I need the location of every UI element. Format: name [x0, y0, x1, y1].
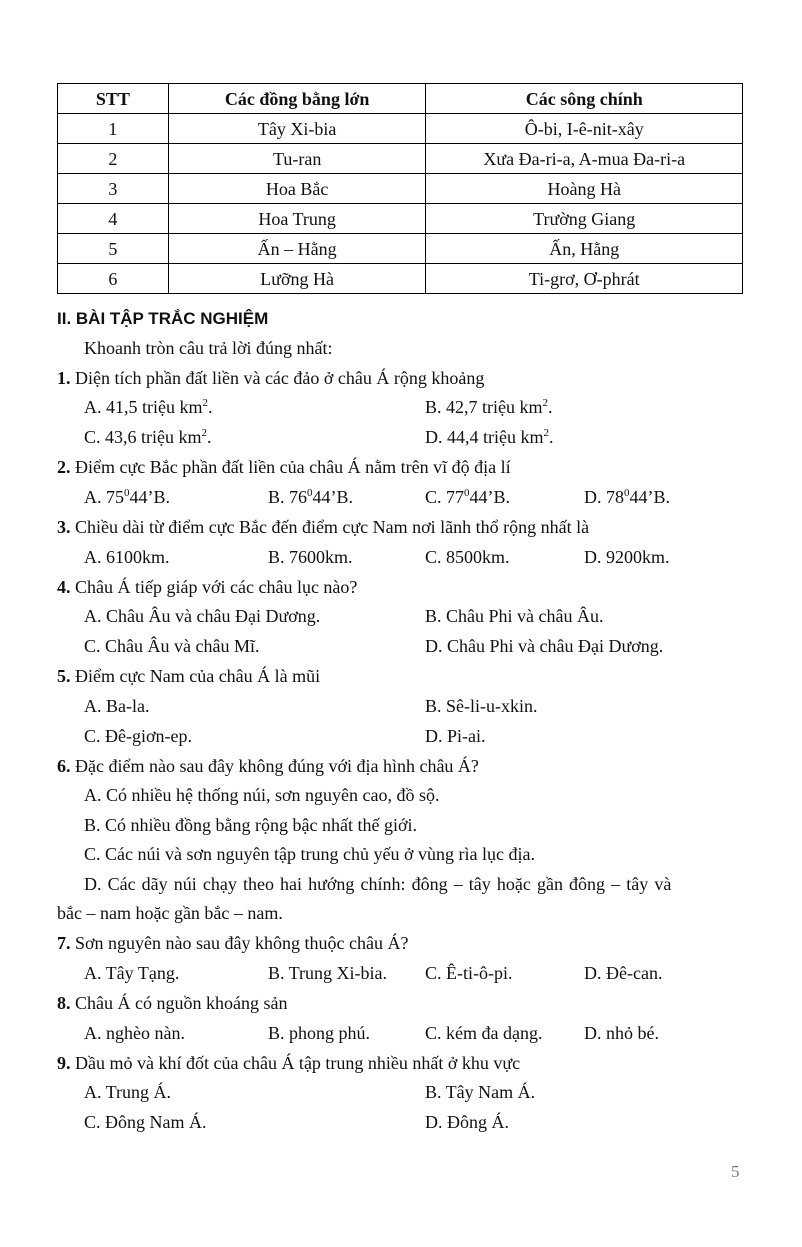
option-5a[interactable]: A. Ba-la. [84, 696, 150, 716]
table-row [58, 144, 743, 174]
option-text: D. 78 [584, 487, 624, 507]
cell-river: Ti-grơ, Ơ-phrát [426, 264, 743, 294]
option-tail: 44’B. [629, 487, 670, 507]
plains-rivers-table [57, 83, 743, 294]
option-text: C. 43,6 triệu km [84, 427, 202, 447]
option-2c[interactable] [425, 486, 510, 508]
cell-plain: Tây Xi-bia [168, 114, 426, 144]
cell-stt: 2 [58, 144, 169, 174]
cell-river: Ấn, Hằng [426, 234, 743, 264]
question-text: Đặc điểm nào sau đây không đúng với địa hình châu Á? [75, 756, 479, 776]
option-5b[interactable]: B. Sê-li-u-xkin. [425, 696, 538, 716]
option-4c[interactable]: C. Châu Âu và châu Mĩ. [84, 636, 260, 656]
option-1c[interactable] [84, 426, 212, 448]
superscript: 2 [201, 427, 207, 439]
option-3b[interactable]: B. 7600km. [268, 547, 353, 567]
option-6d[interactable]: D. Các dãy núi chạy theo hai hướng chính: đông – tây hoặc gần đông – tây và [84, 874, 672, 894]
question-text: Châu Á có nguồn khoáng sản [75, 993, 288, 1013]
question-number: 5. [57, 666, 71, 686]
option-8b[interactable]: B. phong phú. [268, 1023, 371, 1043]
option-6b[interactable]: B. Có nhiều đồng bằng rộng bậc nhất thế giới. [84, 815, 417, 835]
option-2b[interactable] [268, 486, 353, 508]
question-9 [57, 1052, 520, 1074]
question-4 [57, 576, 357, 598]
option-1d[interactable] [425, 426, 554, 448]
superscript: 2 [202, 397, 208, 409]
question-3 [57, 516, 589, 538]
option-6c[interactable]: C. Các núi và sơn nguyên tập trung chủ yếu ở vùng rìa lục địa. [84, 844, 535, 864]
option-text: B. 76 [268, 487, 308, 507]
question-text: Châu Á tiếp giáp với các châu lục nào? [75, 577, 358, 597]
cell-stt: 1 [58, 114, 169, 144]
option-5c[interactable]: C. Đê-giơn-ep. [84, 726, 192, 746]
question-number: 8. [57, 993, 71, 1013]
cell-plain: Ấn – Hằng [168, 234, 426, 264]
option-4a[interactable]: A. Châu Âu và châu Đại Dương. [84, 606, 321, 626]
option-3c[interactable]: C. 8500km. [425, 547, 510, 567]
option-8c[interactable]: C. kém đa dạng. [425, 1023, 543, 1043]
superscript: 0 [464, 487, 470, 499]
question-7 [57, 932, 408, 954]
option-7c[interactable]: C. Ê-ti-ô-pi. [425, 963, 513, 983]
question-5 [57, 665, 320, 687]
question-2 [57, 456, 511, 478]
question-text: Điểm cực Bắc phần đất liền của châu Á nằm trên vĩ độ địa lí [75, 457, 511, 477]
question-number: 2. [57, 457, 71, 477]
option-6a[interactable]: A. Có nhiều hệ thống núi, sơn nguyên cao, đồ sộ. [84, 785, 440, 805]
option-5d[interactable]: D. Pi-ai. [425, 726, 486, 746]
header-plains: Các đồng bằng lớn [168, 84, 426, 114]
question-text: Điểm cực Nam của châu Á là mũi [75, 666, 321, 686]
question-number: 1. [57, 368, 71, 388]
question-number: 6. [57, 756, 71, 776]
option-3d[interactable]: D. 9200km. [584, 547, 670, 567]
table-row [58, 264, 743, 294]
header-stt: STT [58, 84, 169, 114]
cell-plain: Hoa Trung [168, 204, 426, 234]
question-text: Sơn nguyên nào sau đây không thuộc châu Á? [75, 933, 409, 953]
question-number: 4. [57, 577, 71, 597]
superscript: 2 [542, 397, 548, 409]
table-header-row [58, 84, 743, 114]
cell-river: Xưa Đa-ri-a, A-mua Đa-ri-a [426, 144, 743, 174]
option-7d[interactable]: D. Đê-can. [584, 963, 663, 983]
table-row [58, 204, 743, 234]
option-7b[interactable]: B. Trung Xi-bia. [268, 963, 388, 983]
option-8a[interactable]: A. nghèo nàn. [84, 1023, 185, 1043]
option-tail: . [548, 397, 553, 417]
cell-river: Ô-bi, I-ê-nit-xây [426, 114, 743, 144]
question-number: 3. [57, 517, 71, 537]
option-1b[interactable] [425, 396, 553, 418]
superscript: 0 [307, 487, 313, 499]
question-text: Dầu mỏ và khí đốt của châu Á tập trung nhiều nhất ở khu vực [75, 1053, 521, 1073]
option-8d[interactable]: D. nhỏ bé. [584, 1023, 659, 1043]
option-9a[interactable]: A. Trung Á. [84, 1082, 172, 1102]
option-4b[interactable]: B. Châu Phi và châu Âu. [425, 606, 604, 626]
superscript: 0 [124, 487, 130, 499]
question-number: 9. [57, 1053, 71, 1073]
table-row [58, 234, 743, 264]
page-number: 5 [731, 1162, 740, 1181]
option-3a[interactable]: A. 6100km. [84, 547, 170, 567]
option-tail: 44’B. [312, 487, 354, 507]
option-9d[interactable]: D. Đông Á. [425, 1112, 509, 1132]
option-2d[interactable] [584, 486, 670, 508]
question-1 [57, 367, 484, 389]
option-4d[interactable]: D. Châu Phi và châu Đại Dương. [425, 636, 664, 656]
cell-stt: 5 [58, 234, 169, 264]
option-tail: 44’B. [469, 487, 511, 507]
option-tail: . [207, 427, 212, 447]
question-8 [57, 992, 287, 1014]
question-text: Diện tích phần đất liền và các đảo ở châu Á rộng khoảng [75, 368, 485, 388]
cell-river: Hoàng Hà [426, 174, 743, 204]
table-row [58, 174, 743, 204]
option-text: A. 75 [84, 487, 124, 507]
option-tail: . [549, 427, 554, 447]
option-text: A. 41,5 triệu km [84, 397, 203, 417]
cell-stt: 3 [58, 174, 169, 204]
section-title: II. BÀI TẬP TRẮC NGHIỆM [57, 309, 269, 328]
option-1a[interactable] [84, 396, 213, 418]
question-6 [57, 755, 479, 777]
table-row [58, 114, 743, 144]
option-text: D. 44,4 triệu km [425, 427, 544, 447]
cell-stt: 6 [58, 264, 169, 294]
question-number: 7. [57, 933, 71, 953]
cell-plain: Tu-ran [168, 144, 426, 174]
option-text: C. 77 [425, 487, 465, 507]
option-9b[interactable]: B. Tây Nam Á. [425, 1082, 536, 1102]
option-9c[interactable]: C. Đông Nam Á. [84, 1112, 207, 1132]
cell-river: Trường Giang [426, 204, 743, 234]
option-tail: 44’B. [129, 487, 170, 507]
option-2a[interactable] [84, 486, 170, 508]
cell-stt: 4 [58, 204, 169, 234]
superscript: 0 [624, 487, 630, 499]
cell-plain: Lưỡng Hà [168, 264, 426, 294]
option-tail: . [208, 397, 213, 417]
option-6d-continued: bắc – nam hoặc gần bắc – nam. [57, 903, 283, 923]
question-text: Chiều dài từ điểm cực Bắc đến điểm cực Nam nơi lãnh thổ rộng nhất là [75, 517, 590, 537]
instruction: Khoanh tròn câu trả lời đúng nhất: [84, 338, 333, 358]
option-text: B. 42,7 triệu km [425, 397, 543, 417]
cell-plain: Hoa Bắc [168, 174, 426, 204]
superscript: 2 [543, 427, 549, 439]
option-7a[interactable]: A. Tây Tạng. [84, 963, 180, 983]
header-rivers: Các sông chính [426, 84, 743, 114]
